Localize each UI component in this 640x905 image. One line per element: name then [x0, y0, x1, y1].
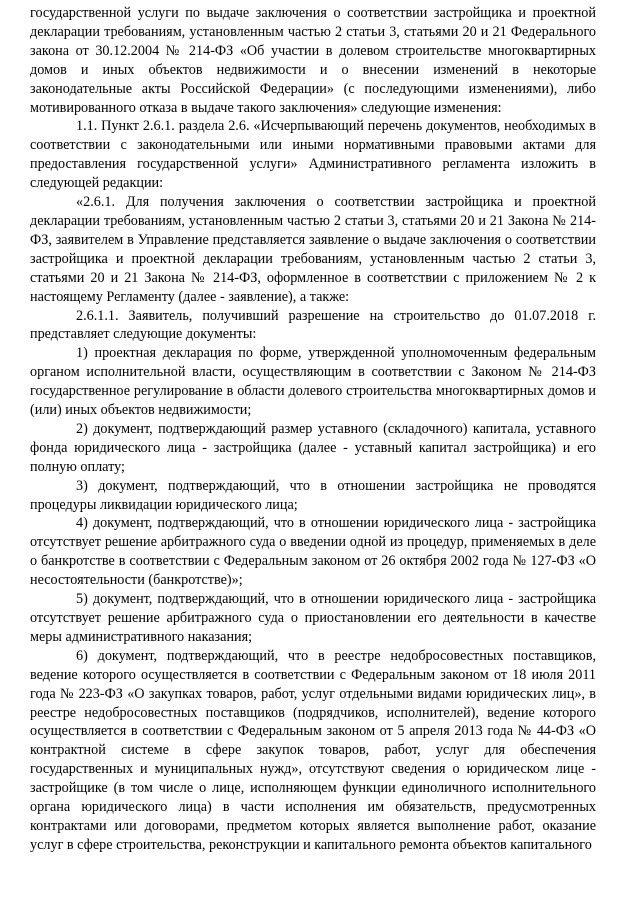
paragraph-2-6-1: «2.6.1. Для получения заключения о соответствии застройщика и проектной декларации требованиям, установленным частью 2 статьи 3, статьями 20 и 21 Закона № 214-ФЗ, заявителем в Управление представляется заявление о выдаче заключения о соответствии застройщика и проектной декларации требованиям, установленным частью 2 статьи 3, статьями 20 и 21 Закона № 214-ФЗ, оформленное в соответствии с приложением № 2 к настоящему Регламенту (далее - заявление), а также:	[30, 194, 596, 305]
list-item-6: 6) документ, подтверждающий, что в реестре недобросовестных поставщиков, ведение которого осуществляется в соответствии с Федеральным законом от 18 июля 2011 года № 223-ФЗ «О закупках товаров, работ, услуг отдельными видами юридических лиц», в реестре недобросовестных поставщиков (подрядчиков, исполнителей), ведение которого осуществляется в соответствии с Федеральным законом от 5 апреля 2013 года № 44-ФЗ «О контрактной системе в сфере закупок товаров, работ, услуг для обеспечения государственных и муниципальных нужд», отсутствуют сведения о юридическом лице - застройщике (в том числе о лице, исполняющем функции единоличного исполнительного органа юридического лица) в части исполнения им обязательств, предусмотренных контрактами или договорами, предметом которых является выполнение работ, оказание услуг в сфере строительства, реконструкции и капитального ремонта объектов капитального	[30, 647, 596, 853]
paragraph-2-6-1-1: 2.6.1.1. Заявитель, получивший разрешение на строительство до 01.07.2018 г. представляет следующие документы:	[30, 307, 596, 343]
paragraph-1-1: 1.1. Пункт 2.6.1. раздела 2.6. «Исчерпывающий перечень документов, необходимых в соответствии с законодательными или иными нормативными правовыми актами для предоставления государственной услуги» Административного регламента изложить в следующей редакции:	[30, 118, 596, 192]
list-item-2: 2) документ, подтверждающий размер уставного (складочного) капитала, уставного фонда юридического лица - застройщика (далее - уставный капитал застройщика) и его полную оплату;	[30, 420, 596, 475]
paragraph-intro-continuation: государственной услуги по выдаче заключения о соответствии застройщика и проектной декларации требованиям, установленным частью 2 статьи 3, статьями 20 и 21 Федерального закона от 30.12.2004 № 214-ФЗ «Об участии в долевом строительстве многоквартирных домов и иных объектов недвижимости и о внесении изменений в некоторые законодательные акты Российской Федерации» (с последующими изменениями), либо мотивированного отказа в выдаче такого заключения» следующие изменения:	[30, 5, 596, 116]
list-item-4: 4) документ, подтверждающий, что в отношении юридического лица - застройщика отсутствует решение арбитражного суда о введении одной из процедур, применяемых в деле о банкротстве в соответствии с Федеральным законом от 26 октября 2002 года № 127-ФЗ «О несостоятельности (банкротстве)»;	[30, 515, 596, 589]
list-item-3: 3) документ, подтверждающий, что в отношении застройщика не проводятся процедуры ликвидации юридического лица;	[30, 477, 596, 513]
list-item-1: 1) проектная декларация по форме, утвержденной уполномоченным федеральным органом исполнительной власти, осуществляющим в соответствии с Законом № 214-ФЗ государственное регулирование в области долевого строительства многоквартирных домов и (или) иных объектов недвижимости;	[30, 345, 596, 419]
list-item-5: 5) документ, подтверждающий, что в отношении юридического лица - застройщика отсутствует решение арбитражного суда о приостановлении его деятельности в качестве меры административного наказания;	[30, 591, 596, 645]
document-page	[30, 4, 596, 855]
